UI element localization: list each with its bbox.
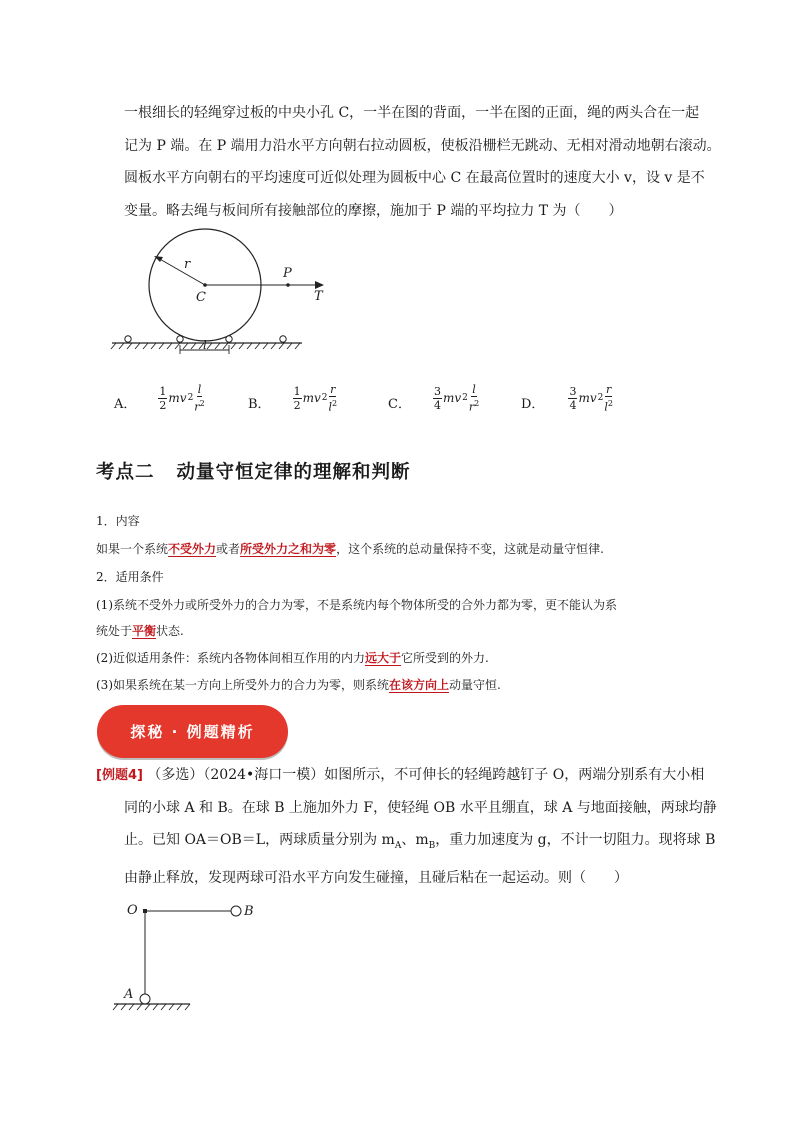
fence-post <box>280 336 286 342</box>
highlight-term: 不受外力 <box>168 542 217 556</box>
section-heading <box>96 458 411 484</box>
highlight-term: 在该方向上 <box>389 678 450 692</box>
label-a: A <box>124 987 134 1002</box>
section-banner: 探秘 · 例题精析 <box>97 705 288 758</box>
ball-a <box>140 994 150 1004</box>
problem-line: 一根细长的轻绳穿过板的中央小孔 C，一半在图的背面，一半在图的正面，绳的两头合在一起 <box>124 105 700 121</box>
option-expression: $\frac{3}{4}$ mv 2 $\frac{l}{r^2}$ <box>433 383 480 414</box>
label-r: r <box>184 257 191 272</box>
label-c: C <box>196 290 206 305</box>
option-expression: $\frac{3}{4}$ mv 2 $\frac{r}{l^2}$ <box>569 383 613 414</box>
radius-line <box>158 258 205 285</box>
fence-post <box>125 336 131 342</box>
option-a[interactable] <box>114 383 205 414</box>
example-line: 同的小球 A 和 B。在球 B 上施加外力 F，使轻绳 OB 水平且绷直，球 A 与地面接触，两球均静 <box>124 800 717 816</box>
fence-post <box>177 336 183 342</box>
option-b[interactable] <box>248 383 337 414</box>
rope-arrowhead <box>315 281 324 289</box>
content-line: (2)近似适用条件：系统内各物体间相互作用的内力远大于它所受到的外力. <box>96 651 489 665</box>
label-o: O <box>127 903 138 918</box>
problem-line: 变量。略去绳与板间所有接触部位的摩擦，施加于 P 端的平均拉力 T 为（ ） <box>124 202 623 219</box>
highlight-term: 平衡 <box>132 624 157 638</box>
option-expression: $\frac{1}{2}$ mv 2 $\frac{r}{l^2}$ <box>293 383 338 414</box>
problem-line: 记为 P 端。在 P 端用力沿水平方向朝右拉动圆板，使板沿栅栏无跳动、无相对滑动地朝右滚动。 <box>124 137 721 154</box>
fence-post <box>226 336 232 342</box>
option-d[interactable] <box>521 383 613 414</box>
content-line: 统处于平衡状态. <box>96 624 184 638</box>
option-c[interactable] <box>388 383 479 414</box>
section-title: 动量守恒定律的理解和判断 <box>176 462 411 483</box>
section-number: 考点二 <box>96 462 155 483</box>
disk-figure <box>110 225 350 355</box>
option-letter: C． <box>388 396 411 412</box>
pendulum-figure <box>110 897 270 1017</box>
label-t: T <box>314 289 323 304</box>
label-b: B <box>244 904 254 919</box>
p-point <box>286 283 290 287</box>
problem-line: 圆板水平方向朝右的平均速度可近似处理为圆板中心 C 在最高位置时的速度大小 v，设 v 是不 <box>124 170 705 186</box>
example-line: 止。已知 OA＝OB＝L，两球质量分别为 $m_A$、$m_B$，重力加速度为 g，不计一切阻力。现将球 B <box>124 832 716 851</box>
example-label: [例题4] <box>96 768 143 783</box>
ball-b <box>231 906 241 916</box>
example-line: [例题4] （多选）（2024•海口一模）如图所示，不可伸长的轻绳跨越钉子 O，两端分别系有大小相 <box>96 767 705 783</box>
label-l: l <box>203 338 207 352</box>
problem-text <box>124 97 721 227</box>
content-heading-1: 1．内容 <box>96 514 140 528</box>
highlight-term: 所受外力之和为零 <box>240 542 337 556</box>
nail-o <box>143 909 147 913</box>
ground-hatch <box>113 1004 190 1010</box>
option-letter: B． <box>248 396 271 412</box>
option-expression: $\frac{1}{2}$ mv 2 $\frac{l}{r^2}$ <box>159 383 205 414</box>
highlight-term: 远大于 <box>365 651 402 665</box>
content-heading-2: 2．适用条件 <box>96 570 164 584</box>
example-line: 由静止释放，发现两球可沿水平方向发生碰撞，且碰后粘在一起运动。则（ ） <box>124 869 628 886</box>
option-letter: A． <box>114 396 137 412</box>
content-line: (1)系统不受外力或所受外力的合力为零，不是系统内每个物体所受的合外力都为零，更不能认为系 <box>96 598 618 612</box>
content-line: 如果一个系统不受外力或者所受外力之和为零，这个系统的总动量保持不变，这就是动量守恒律. <box>96 542 604 556</box>
example-problem <box>96 759 716 894</box>
content-line: (3)如果系统在某一方向上所受外力的合力为零，则系统在该方向上动量守恒. <box>96 678 501 692</box>
option-letter: D． <box>521 396 545 412</box>
label-p: P <box>283 266 292 281</box>
